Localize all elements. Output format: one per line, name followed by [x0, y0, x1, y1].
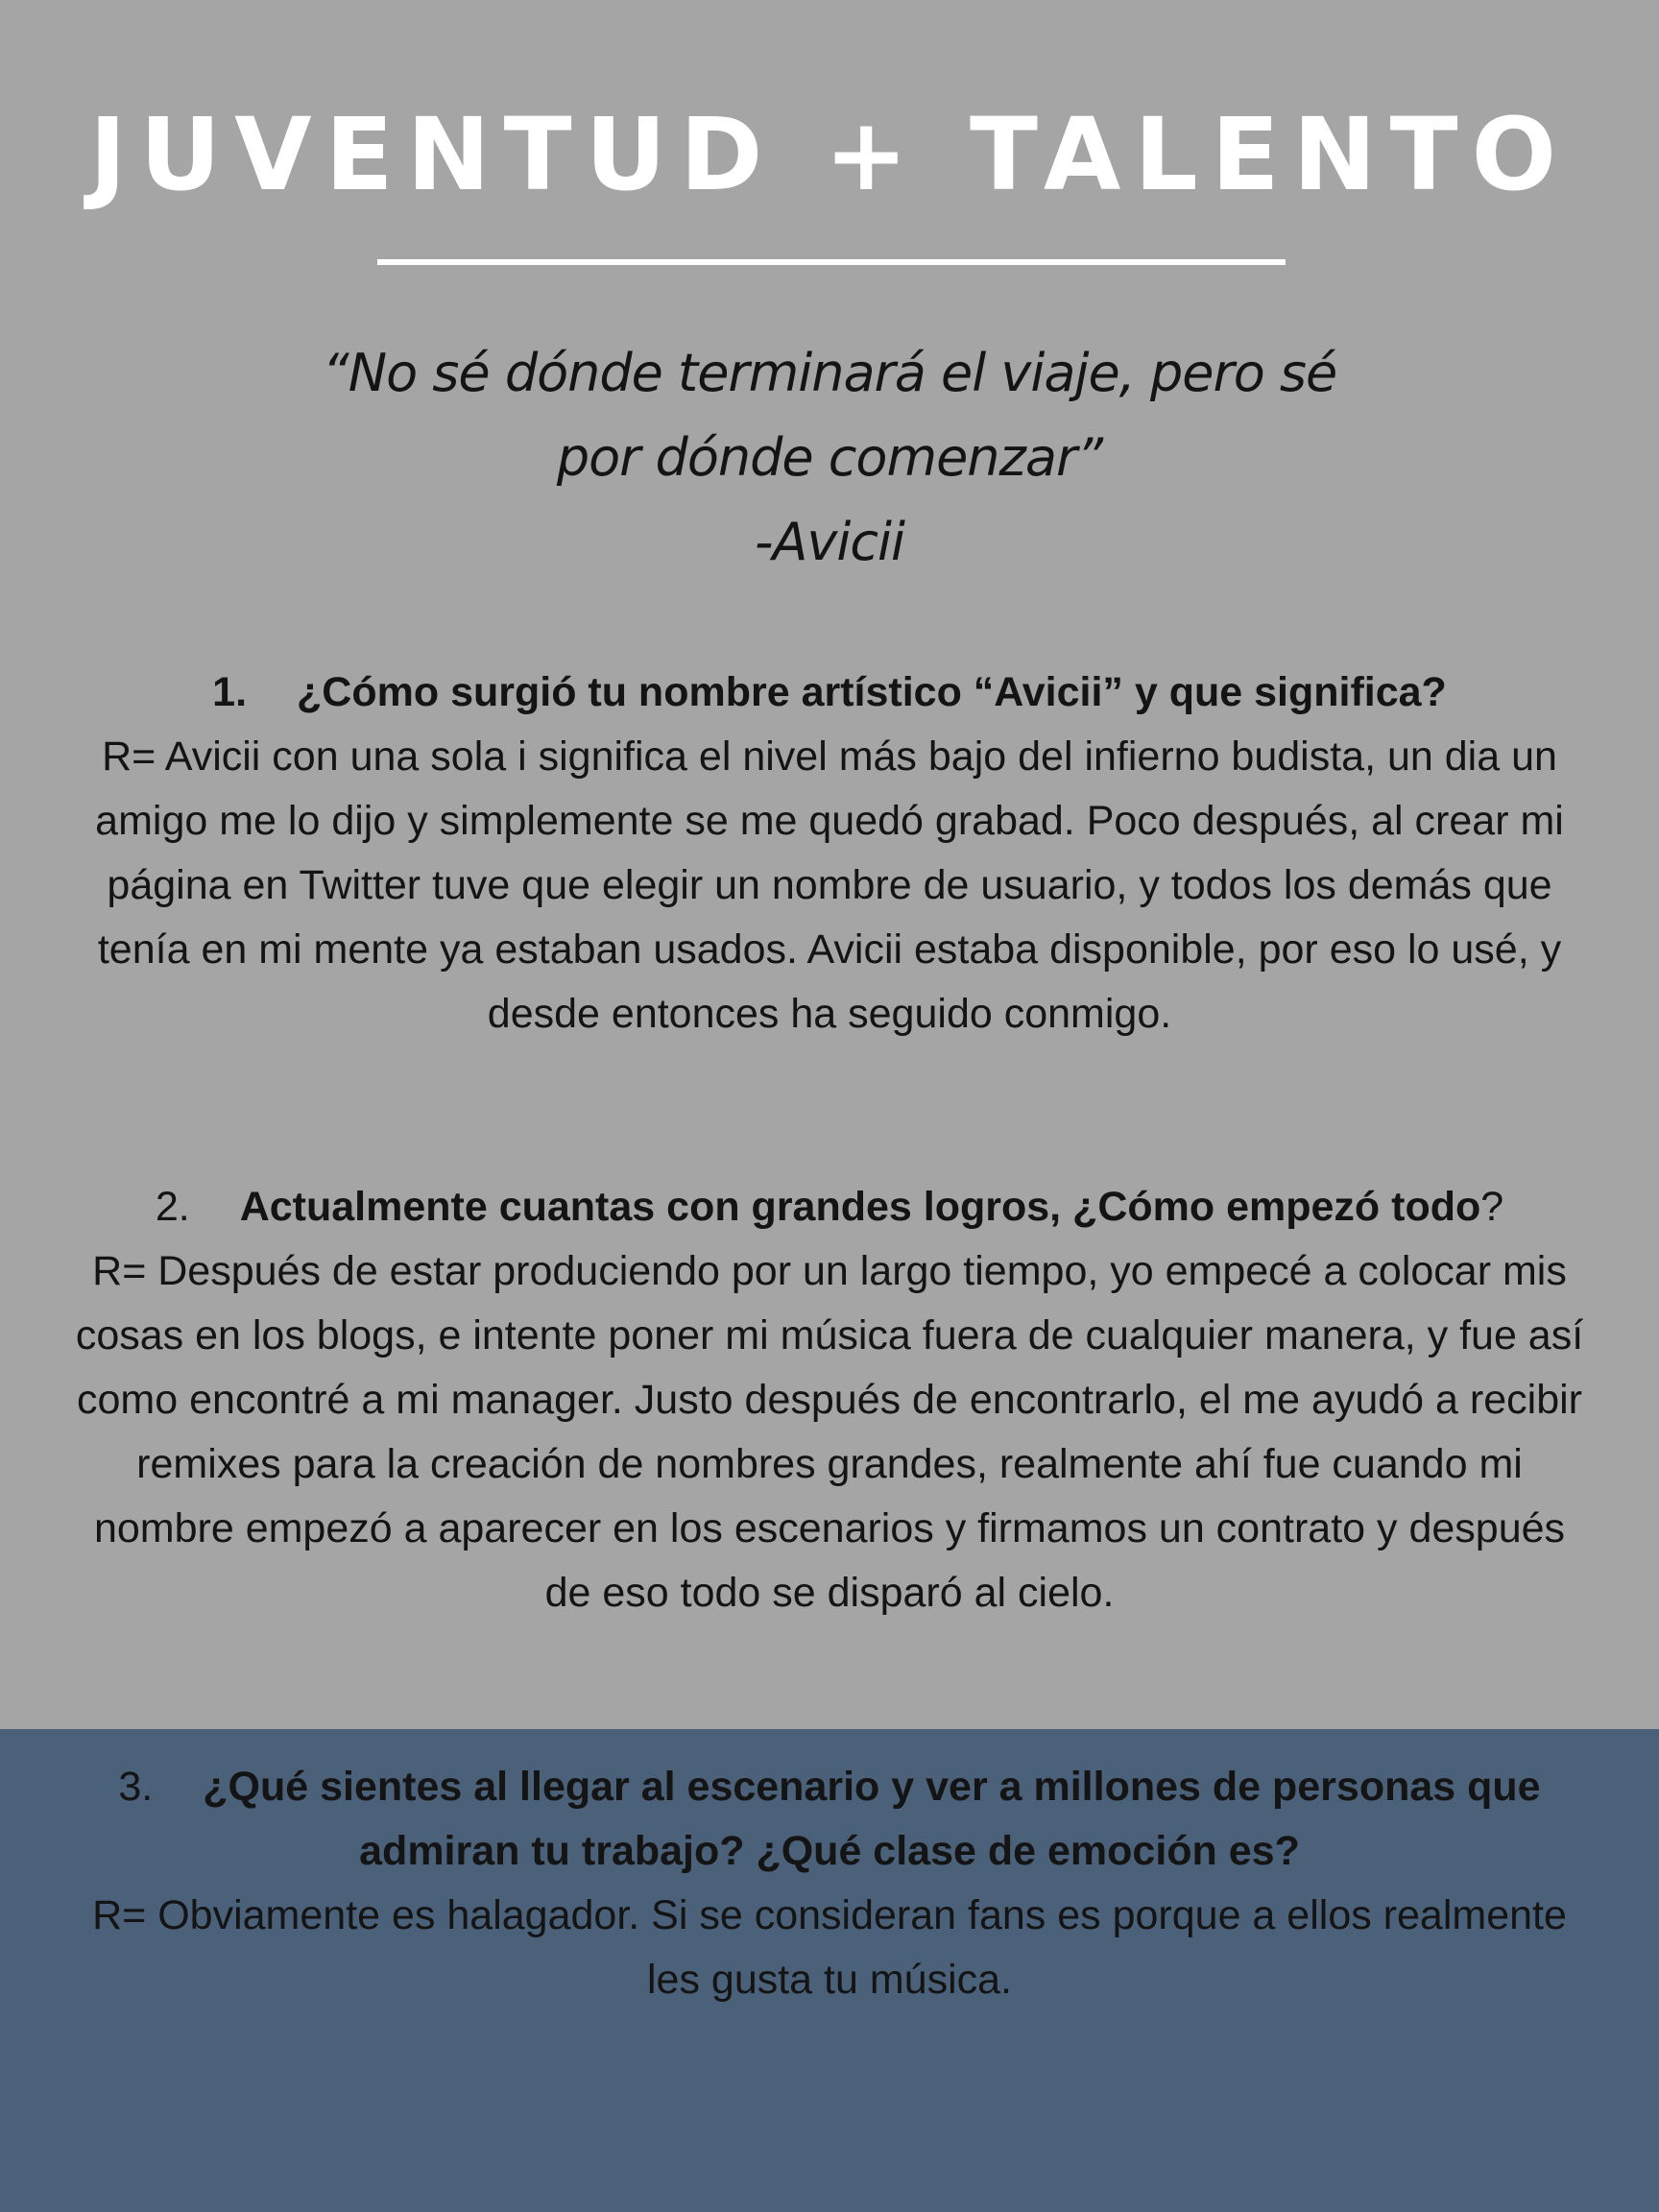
question-text-2: Actualmente cuantas con grandes logros, ¿Cómo empezó todo	[239, 1184, 1481, 1230]
interview-item-2	[75, 1175, 1584, 1625]
question-number-2: 2.	[155, 1184, 190, 1230]
answer-1: R= Avicii con una sola i significa el nivel más bajo del infierno budista, un dia un amigo me lo dijo y simplemente se me quedó grabad. Poco después, al crear mi página en Twitter tuve que elegir un nombre de usuario, y todos los demás que tenía en mi mente ya estaban usados. Avicii estaba disponible, por eso lo usé, y desde entonces ha seguido conmigo.	[95, 733, 1564, 1037]
question-text-3: ¿Qué sientes al llegar al escenario y ver a millones de personas que admiran tu trabajo? ¿Qué clase de emoción es?	[203, 1764, 1541, 1874]
answer-2: R= Después de estar produciendo por un largo tiempo, yo empecé a colocar mis cosas en los blogs, e intente poner mi música fuera de cualquier manera, y fue así como encontré a mi manager. Justo después de encontrarlo, el me ayudó a recibir remixes para la creación de nombres grandes, realmente ahí fue cuando mi nombre empezó a aparecer en los escenarios y firmamos un contrato y después de eso todo se disparó al cielo.	[75, 1248, 1584, 1616]
question-number-1: 1.	[212, 669, 248, 715]
quote-author: -Avicii	[754, 512, 905, 572]
question-number-3: 3.	[118, 1764, 154, 1810]
question-1	[75, 661, 1584, 725]
page-title: JUVENTUD + TALENTO	[88, 96, 1571, 213]
question-text-1: ¿Cómo surgió tu nombre artístico “Avicii” y que significa?	[297, 669, 1447, 715]
quote-line-2: por dónde comenzar”	[556, 427, 1103, 488]
interview-item-1	[75, 661, 1584, 1046]
quote-line-1: “No sé dónde terminará el viaje, pero sé	[322, 343, 1337, 403]
interview-item-3	[75, 1755, 1584, 2012]
title-divider	[377, 259, 1286, 265]
question-3	[75, 1755, 1584, 1884]
question-end-2: ?	[1480, 1184, 1504, 1230]
question-2	[75, 1175, 1584, 1239]
answer-3: R= Obviamente es halagador. Si se consideran fans es porque a ellos realmente les gusta tu música.	[92, 1892, 1567, 2003]
quote-block	[0, 331, 1659, 585]
